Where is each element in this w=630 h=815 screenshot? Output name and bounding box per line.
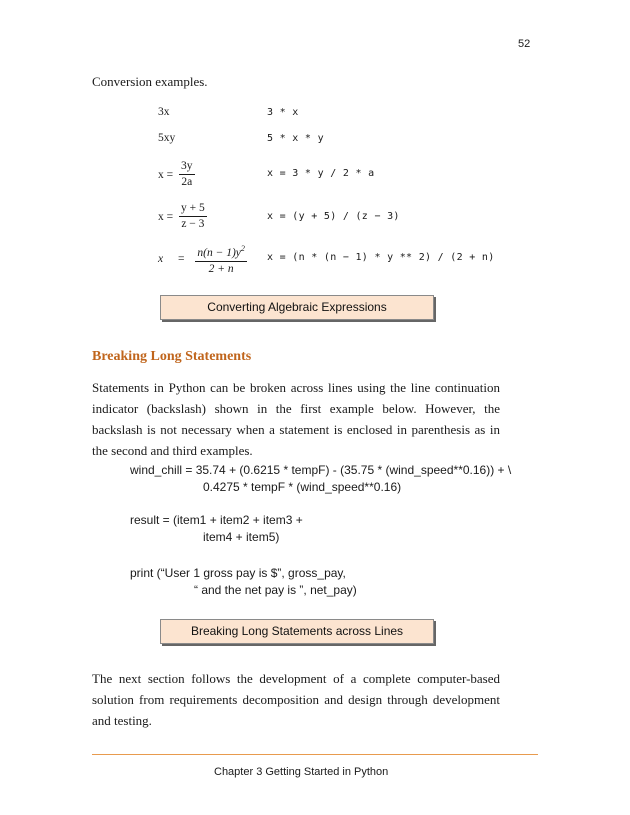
paragraph-line-continuation: Statements in Python can be broken across lines using the line continuation indicator (backslash) shown in the first example below. However, the backslash is not necessary when a statement is enclosed in parenthesis as in the second and third examples. — [92, 380, 500, 458]
page-number: 52 — [518, 38, 531, 50]
code-example-3-line-1: print (“User 1 gross pay is $”, gross_pay, — [130, 566, 346, 580]
converting-expressions-link[interactable]: Converting Algebraic Expressions — [160, 295, 434, 320]
math-expression-5xy: 5xy — [158, 132, 176, 144]
denominator: 2a — [181, 176, 193, 188]
lhs: x = — [158, 210, 174, 223]
numerator: y + 5 — [179, 202, 207, 217]
breaking-statements-link[interactable]: Breaking Long Statements across Lines — [160, 619, 434, 644]
footer-chapter-title: Chapter 3 Getting Started in Python — [214, 766, 389, 778]
section-heading: Breaking Long Statements — [92, 349, 252, 364]
code-example-2-line-2: item4 + item5) — [203, 530, 280, 544]
math-expression-fraction-1 — [158, 160, 195, 189]
fraction — [179, 202, 207, 231]
fraction — [179, 160, 195, 189]
paragraph-next-section: The next section follows the development of a complete computer-based solution from requirements decomposition and design through development and testing. — [92, 671, 500, 728]
math-expression-fraction-3 — [158, 242, 247, 276]
numerator — [195, 242, 247, 262]
code-example-1-line-1: wind_chill = 35.74 + (0.6215 * tempF) - (35.75 * (wind_speed**0.16)) + \ — [130, 463, 512, 477]
footer-divider — [92, 754, 538, 755]
python-code-3x: 3 * x — [267, 107, 299, 118]
math-expression-fraction-2 — [158, 202, 207, 231]
python-code-5xy: 5 * x * y — [267, 133, 324, 144]
denominator: 2 + n — [208, 262, 234, 275]
python-code-fraction-3: x = (n * (n − 1) * y ** 2) / (2 + n) — [267, 252, 495, 263]
intro-text: Conversion examples. — [92, 74, 208, 89]
numerator-base: n(n − 1)y — [197, 246, 241, 259]
lhs: x — [158, 252, 164, 265]
python-code-fraction-2: x = (y + 5) / (z − 3) — [267, 211, 400, 222]
numerator: 3y — [179, 160, 195, 175]
math-expression-3x: 3x — [158, 106, 170, 118]
equals-sign: = — [177, 252, 185, 265]
lhs: x = — [158, 168, 174, 181]
code-example-1-line-2: 0.4275 * tempF * (wind_speed**0.16) — [203, 480, 402, 494]
denominator: z − 3 — [181, 218, 205, 230]
numerator-exponent: 2 — [240, 244, 245, 253]
code-example-2-line-1: result = (item1 + item2 + item3 + — [130, 513, 303, 527]
fraction — [195, 242, 247, 276]
python-code-fraction-1: x = 3 * y / 2 * a — [267, 168, 375, 179]
code-example-3-line-2: “ and the net pay is ”, net_pay) — [194, 583, 357, 597]
